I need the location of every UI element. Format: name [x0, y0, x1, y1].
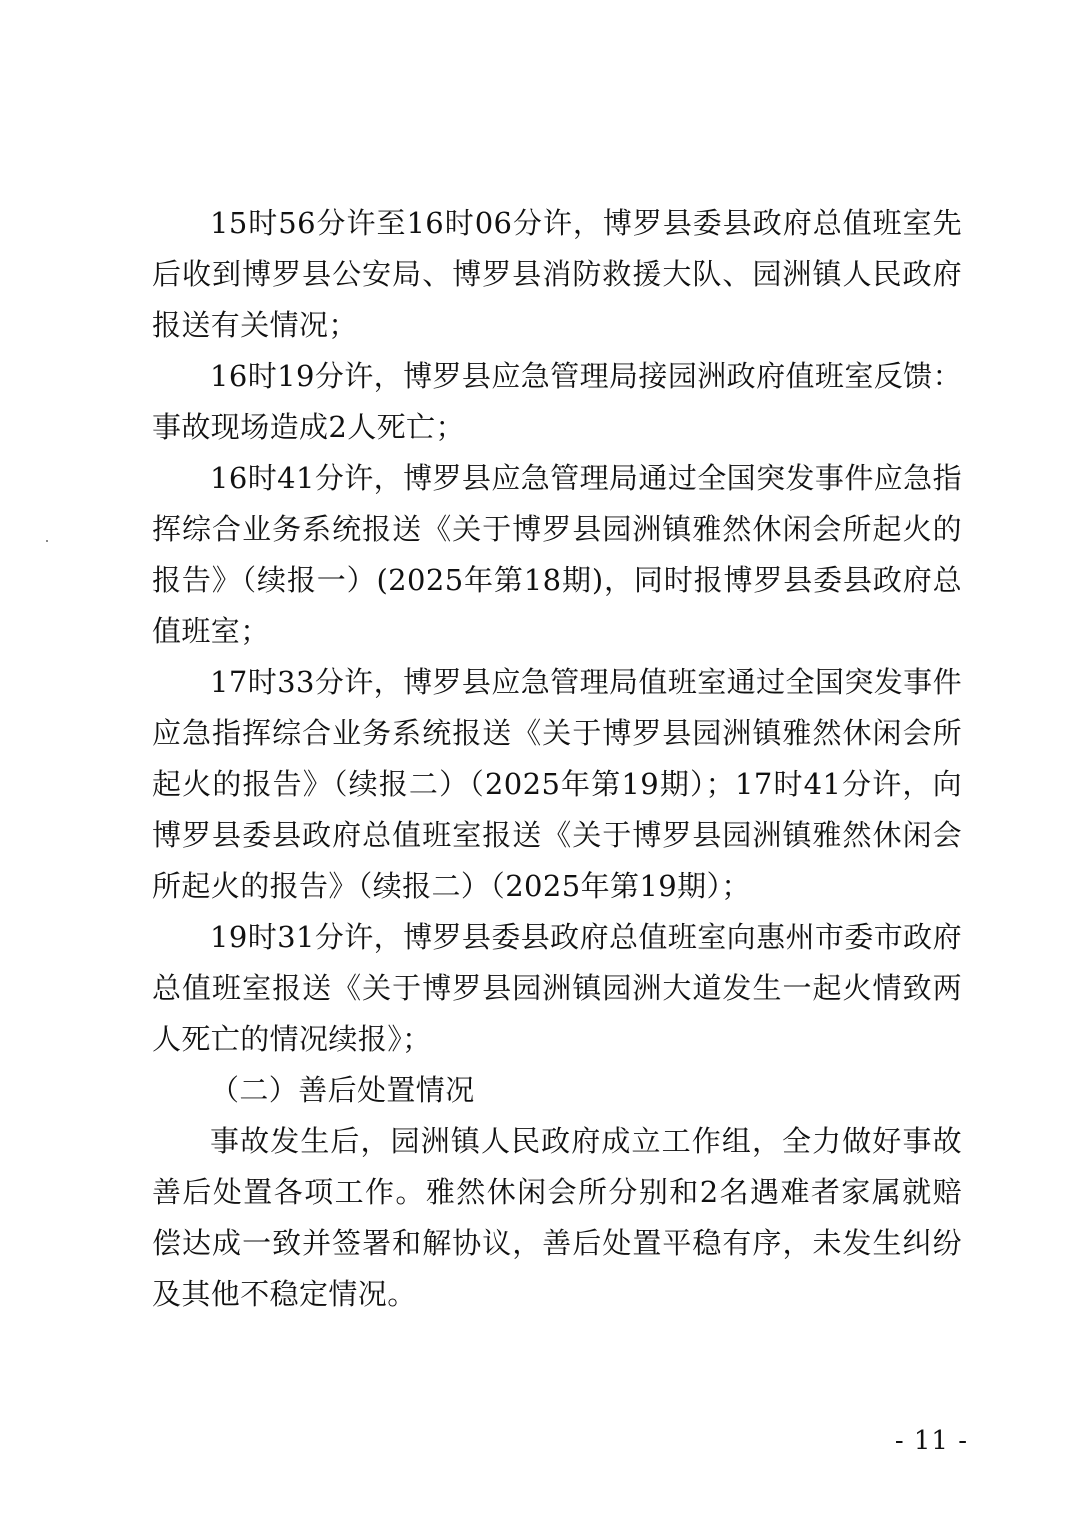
paragraph-report-1619: 16时19分许，博罗县应急管理局接园洲政府值班室反馈：事故现场造成2人死亡；	[152, 359, 962, 444]
page-number: - 11 -	[894, 1426, 968, 1456]
paragraph-report-1733: 17时33分许，博罗县应急管理局值班室通过全国突发事件应急指挥综合业务系统报送《关于博罗县园洲镇雅然休闲会所起火的报告》（续报二）（2025年第19期）；17时41分许，向博罗县委县政府总值班室报送《关于博罗县园洲镇雅然休闲会所起火的报告》（续报二）（2025年第19期）；	[152, 665, 962, 903]
document-body	[152, 198, 962, 1320]
paragraph-aftermath: 事故发生后，园洲镇人民政府成立工作组，全力做好事故善后处置各项工作。雅然休闲会所分别和2名遇难者家属就赔偿达成一致并签署和解协议，善后处置平稳有序，未发生纠纷及其他不稳定情况。	[152, 1124, 962, 1311]
paragraph-report-1641: 16时41分许，博罗县应急管理局通过全国突发事件应急指挥综合业务系统报送《关于博罗县园洲镇雅然休闲会所起火的报告》（续报一）(2025年第18期)，同时报博罗县委县政府总值班室；	[152, 461, 962, 648]
scan-speck	[46, 540, 48, 542]
section-heading: （二）善后处置情况	[210, 1073, 475, 1107]
paragraph-report-1931: 19时31分许，博罗县委县政府总值班室向惠州市委市政府总值班室报送《关于博罗县园洲镇园洲大道发生一起火情致两人死亡的情况续报》；	[152, 920, 962, 1056]
paragraph-report-1556: 15时56分许至16时06分许，博罗县委县政府总值班室先后收到博罗县公安局、博罗县消防救援大队、园洲镇人民政府报送有关情况；	[152, 206, 962, 342]
